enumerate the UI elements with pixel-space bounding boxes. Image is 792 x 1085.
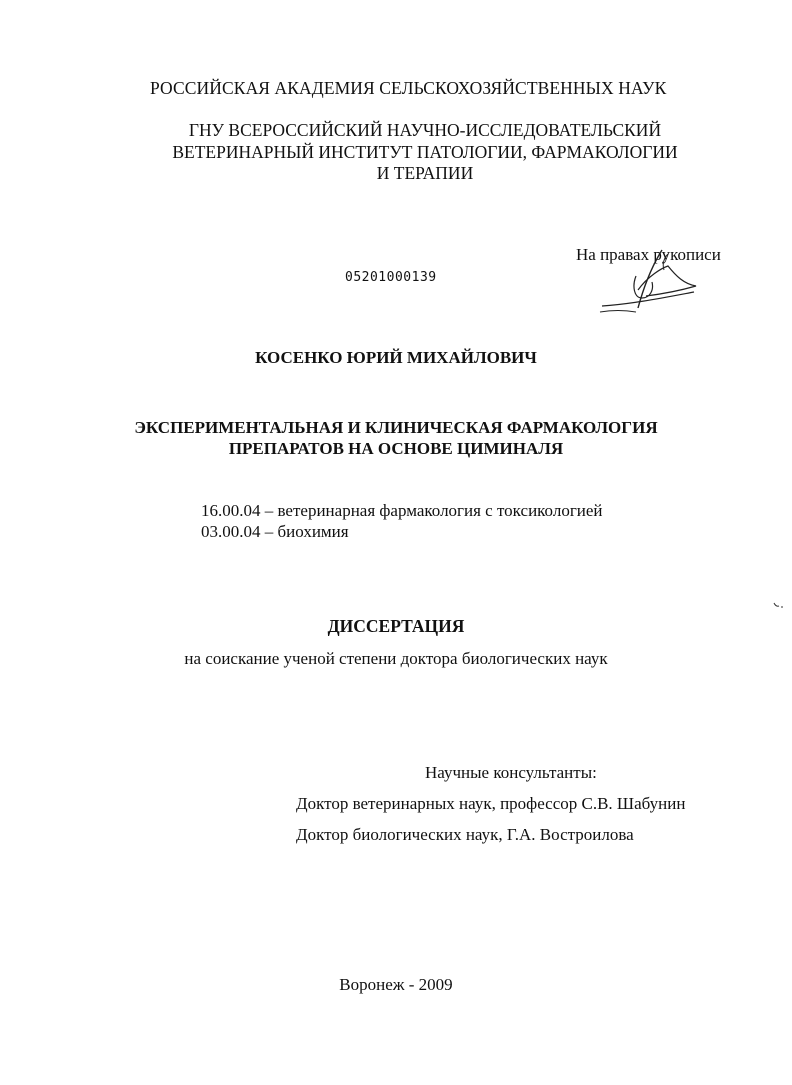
institute-name-line-3: И ТЕРАПИИ bbox=[376, 163, 474, 183]
consultants-heading: Научные консультанты: bbox=[425, 763, 597, 782]
document-type: ДИССЕРТАЦИЯ bbox=[327, 616, 465, 636]
catalog-code: 05201000139 bbox=[345, 270, 437, 285]
city-year: Воронеж - 2009 bbox=[339, 975, 453, 994]
institute-name-line-2: ВЕТЕРИНАРНЫЙ ИНСТИТУТ ПАТОЛОГИИ, ФАРМАКОЛОГИИ bbox=[172, 142, 678, 162]
institute-name-line-1: ГНУ ВСЕРОССИЙСКИЙ НАУЧНО-ИССЛЕДОВАТЕЛЬСКИЙ bbox=[188, 120, 662, 140]
scan-speck bbox=[773, 600, 785, 610]
consultant-1: Доктор ветеринарных наук, профессор С.В. Шабунин bbox=[296, 794, 686, 813]
consultant-2: Доктор биологических наук, Г.А. Востроилова bbox=[296, 825, 634, 844]
author-name: КОСЕНКО ЮРИЙ МИХАЙЛОВИЧ bbox=[255, 348, 537, 367]
specialty-line-2: 03.00.04 – биохимия bbox=[201, 522, 349, 541]
specialty-line-1: 16.00.04 – ветеринарная фармакология с токсикологией bbox=[201, 501, 603, 520]
academy-name: РОССИЙСКАЯ АКАДЕМИЯ СЕЛЬСКОХОЗЯЙСТВЕННЫХ НАУК bbox=[150, 78, 667, 98]
manuscript-rights-note: На правах рукописи bbox=[576, 245, 721, 264]
dissertation-title-line-1: ЭКСПЕРИМЕНТАЛЬНАЯ И КЛИНИЧЕСКАЯ ФАРМАКОЛОГИЯ bbox=[134, 418, 658, 437]
handwritten-signature bbox=[592, 246, 702, 318]
dissertation-title-line-2: ПРЕПАРАТОВ НА ОСНОВЕ ЦИМИНАЛЯ bbox=[228, 439, 564, 458]
degree-statement: на соискание ученой степени доктора биологических наук bbox=[184, 649, 608, 668]
